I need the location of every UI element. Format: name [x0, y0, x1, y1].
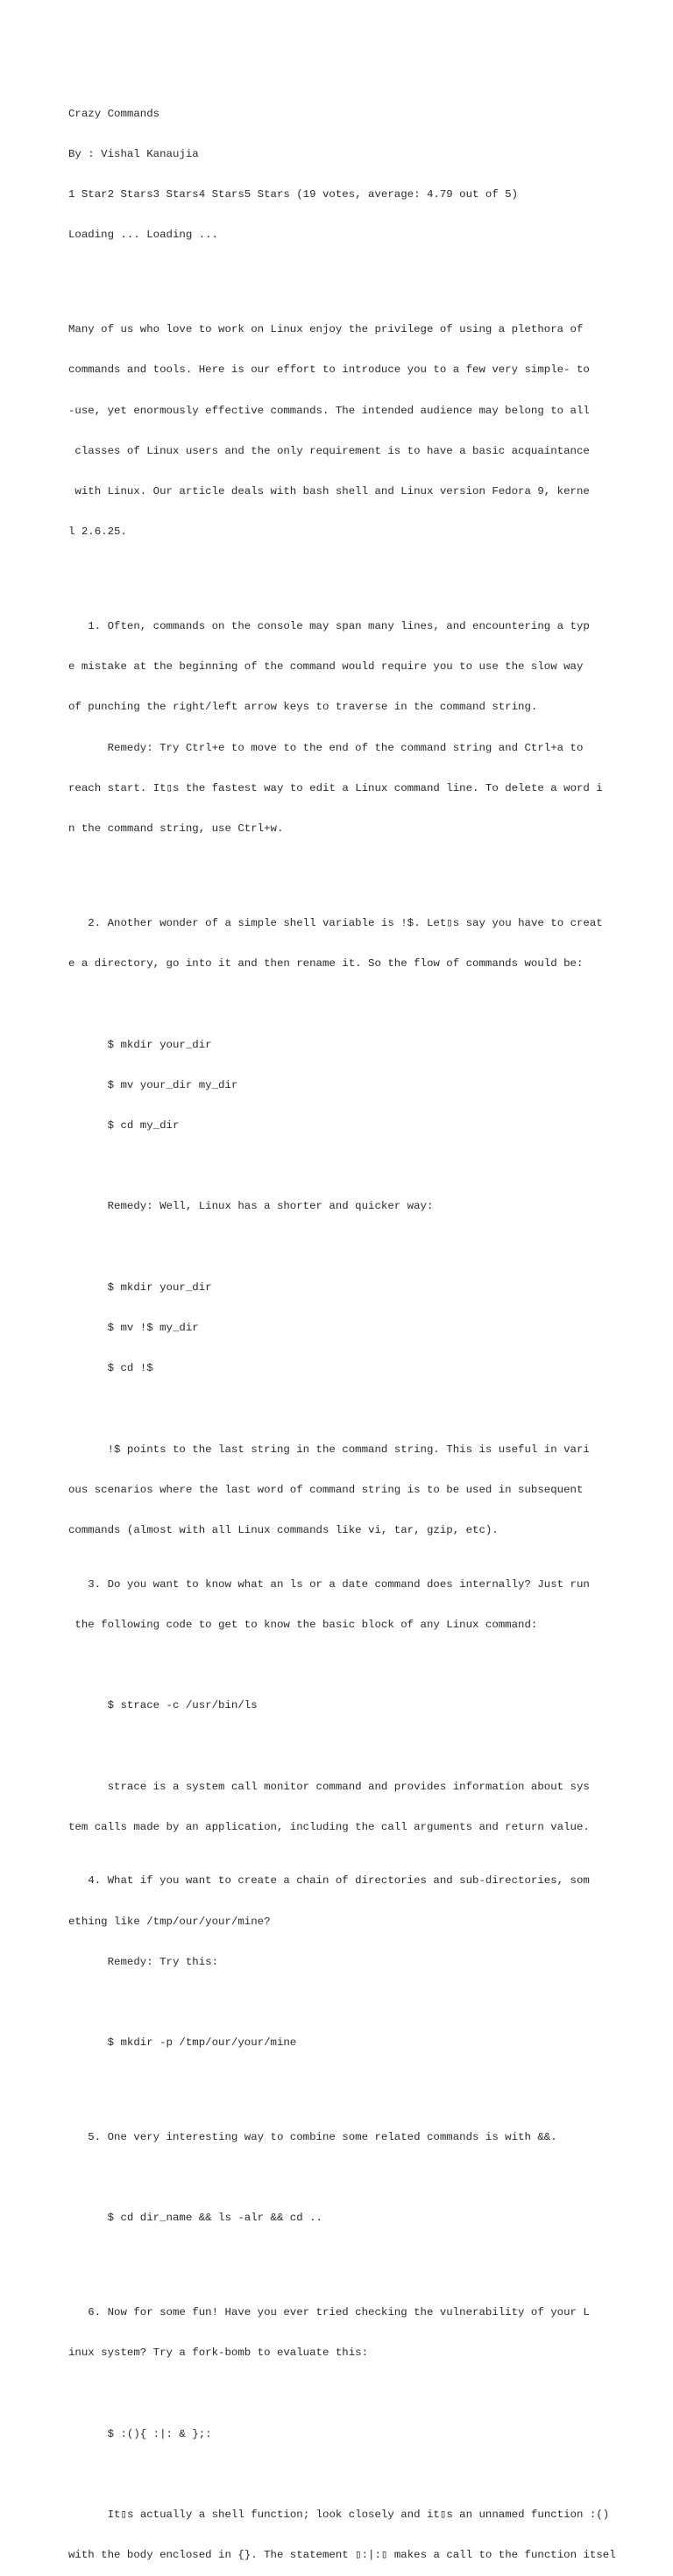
command-line: $ mkdir -p /tmp/our/your/mine — [68, 2036, 297, 2050]
document-title: Crazy Commands — [68, 107, 160, 120]
item3-note-line: tem calls made by an application, including the call arguments and return value. — [68, 1820, 590, 1833]
item2-line: 2. Another wonder of a simple shell variable is !$. Let▯s say you have to creat — [68, 916, 603, 929]
command-line: $ mv !$ my_dir — [68, 1321, 199, 1334]
spacer — [68, 1241, 647, 1254]
spacer — [68, 1740, 647, 1753]
command-line: $ cd !$ — [68, 1362, 153, 1375]
command-line: $ cd my_dir — [68, 1119, 180, 1132]
intro-line: l 2.6.25. — [68, 526, 127, 539]
item2-note-line: commands (almost with all Linux commands like vi, tar, gzip, etc). — [68, 1523, 499, 1536]
spacer — [68, 863, 647, 876]
item3-note-line: strace is a system call monitor command and provides information about sys — [68, 1780, 590, 1793]
spacer — [68, 1996, 647, 2009]
loading-text: Loading ... Loading ... — [68, 229, 219, 242]
intro-line: commands and tools. Here is our effort to introduce you to a few very simple- to — [68, 363, 590, 377]
spacer — [68, 2253, 647, 2266]
command-line: $ strace -c /usr/bin/ls — [68, 1699, 258, 1712]
item3-line: the following code to get to know the basic block of any Linux command: — [68, 1618, 538, 1631]
spacer — [68, 2171, 647, 2184]
intro-line: classes of Linux users and the only requirement is to have a basic acquaintance — [68, 444, 590, 457]
command-line: $ mv your_dir my_dir — [68, 1078, 238, 1091]
spacer — [68, 270, 647, 283]
item2-remedy: Remedy: Well, Linux has a shorter and quicker way: — [68, 1200, 434, 1213]
command-line: $ mkdir your_dir — [68, 1281, 212, 1294]
spacer — [68, 1402, 647, 1415]
intro-line: with Linux. Our article deals with bash shell and Linux version Fedora 9, kerne — [68, 485, 590, 498]
item4-line: 4. What if you want to create a chain of directories and sub-directories, som — [68, 1874, 590, 1888]
item2-line: e a directory, go into it and then rename it. So the flow of commands would be: — [68, 957, 584, 970]
command-line: $ :(){ :|: & };: — [68, 2427, 212, 2440]
item2-note-line: !$ points to the last string in the command string. This is useful in vari — [68, 1443, 590, 1456]
spacer — [68, 2077, 647, 2090]
item6-line: 6. Now for some fun! Have you ever tried checking the vulnerability of your L — [68, 2306, 590, 2319]
document-page — [68, 81, 647, 2576]
spacer — [68, 2468, 647, 2481]
item5-line: 5. One very interesting way to combine some related commands is with &&. — [68, 2131, 557, 2143]
rating-text: 1 Star2 Stars3 Stars4 Stars5 Stars (19 votes, average: 4.79 out of 5) — [68, 188, 519, 201]
intro-line: -use, yet enormously effective commands. The intended audience may belong to all — [68, 404, 590, 417]
author-byline: By : Vishal Kanaujia — [68, 148, 199, 161]
item1-line: Remedy: Try Ctrl+e to move to the end of the command string and Ctrl+a to — [68, 741, 584, 754]
spacer — [68, 1160, 647, 1173]
item6-note-line: It▯s actually a shell function; look closely and it▯s an unnamed function :() — [68, 2509, 610, 2522]
item1-line: e mistake at the beginning of the command would require you to use the slow way — [68, 660, 584, 674]
item6-note-line: with the body enclosed in {}. The statement ▯:|:▯ makes a call to the function itsel — [68, 2549, 616, 2562]
item1-line: of punching the right/left arrow keys to traverse in the command string. — [68, 701, 538, 714]
item4-line: Remedy: Try this: — [68, 1955, 219, 1968]
command-line: $ mkdir your_dir — [68, 1038, 212, 1051]
item1-line: 1. Often, commands on the console may span many lines, and encountering a typ — [68, 620, 590, 633]
item2-note-line: ous scenarios where the last word of command string is to be used in subsequent — [68, 1483, 584, 1496]
intro-line: Many of us who love to work on Linux enjoy the privilege of using a plethora of — [68, 323, 584, 336]
spacer — [68, 2388, 647, 2401]
command-line: $ cd dir_name && ls -alr && cd .. — [68, 2212, 322, 2225]
item4-line: ething like /tmp/our/your/mine? — [68, 1915, 271, 1928]
item3-line: 3. Do you want to know what an ls or a date command does internally? Just run — [68, 1577, 590, 1591]
item6-line: inux system? Try a fork-bomb to evaluate this: — [68, 2347, 369, 2360]
spacer — [68, 998, 647, 1011]
spacer — [68, 1659, 647, 1672]
item1-line: n the command string, use Ctrl+w. — [68, 822, 284, 836]
spacer — [68, 566, 647, 579]
item1-line: reach start. It▯s the fastest way to edit a Linux command line. To delete a word i — [68, 781, 603, 794]
